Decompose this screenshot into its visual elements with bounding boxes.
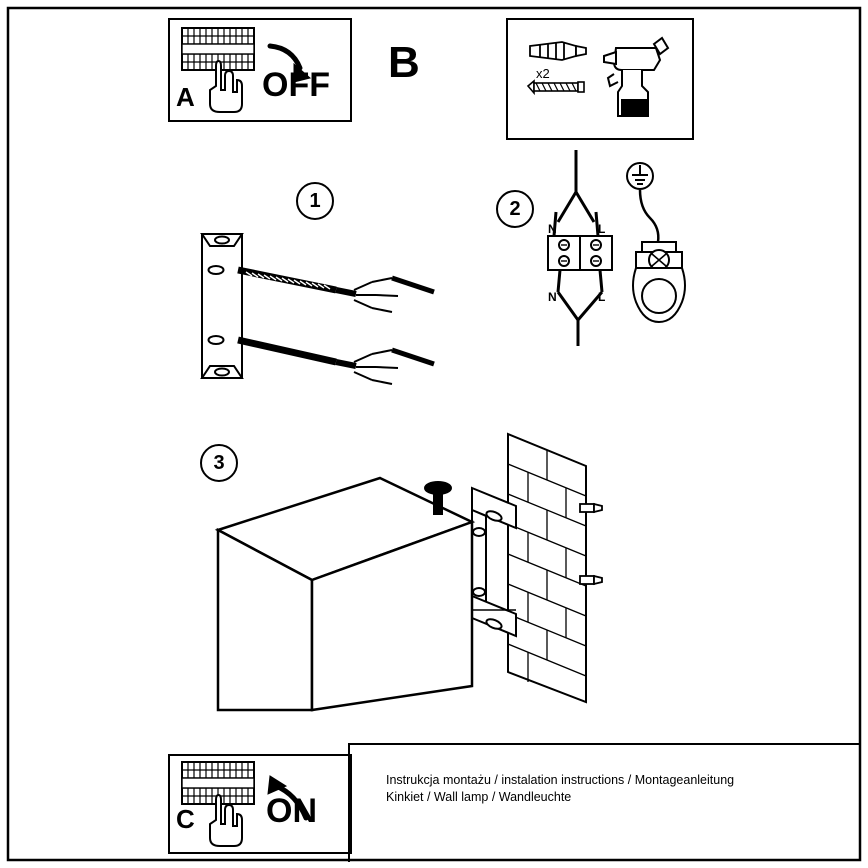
panel-c-letter: C [176, 804, 195, 834]
step-1-number: 1 [296, 182, 334, 220]
terminal-bottom-right-label: L [598, 290, 606, 304]
panel-a-letter: A [176, 82, 195, 112]
earth-and-connector-graphic [614, 156, 724, 356]
footer-divider [348, 744, 350, 862]
panel-a-state-label: OFF [262, 66, 330, 104]
panel-b-letter: B [388, 38, 420, 87]
step-3-number: 3 [200, 444, 238, 482]
terminal-bottom-left-label: N [548, 290, 557, 304]
tools-graphic [506, 18, 692, 138]
step-3-lamp-wall-graphic [210, 420, 630, 730]
circuit-breaker-on-graphic [168, 754, 350, 852]
footer-line-2: Kinkiet / Wall lamp / Wandleuchte [386, 790, 572, 804]
tools-quantity-label: x2 [536, 66, 550, 81]
footer-top-rule [348, 742, 860, 746]
footer-line-1: Instrukcja montażu / instalation instructions / Montageanleitung [386, 773, 735, 787]
terminal-top-right-label: L [598, 222, 606, 236]
step-2-number: 2 [496, 190, 534, 228]
terminal-top-left-label: N [548, 222, 557, 236]
panel-c-state-label: ON [266, 792, 317, 830]
step-1-bracket-graphic [186, 228, 476, 418]
